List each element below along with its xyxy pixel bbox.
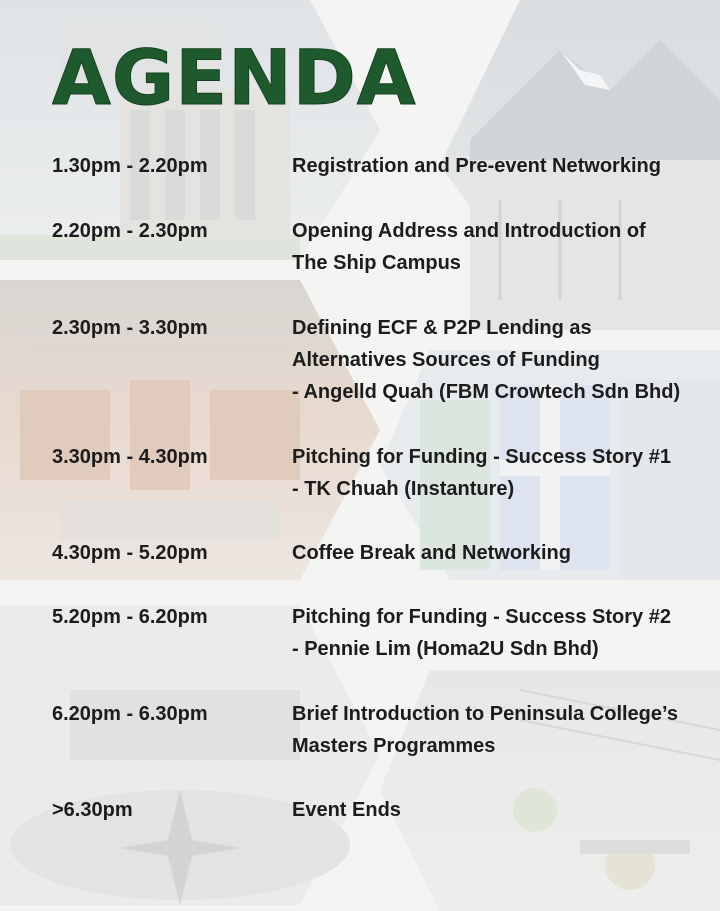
agenda-time: 6.20pm - 6.30pm: [52, 703, 208, 725]
agenda-description-line: Alternatives Sources of Funding: [292, 349, 600, 371]
agenda-description: [292, 215, 712, 279]
agenda-time: 1.30pm - 2.20pm: [52, 155, 208, 177]
agenda-description: [292, 537, 712, 569]
agenda-description-line: - Angelld Quah (FBM Crowtech Sdn Bhd): [292, 381, 681, 403]
agenda-description-line: Brief Introduction to Peninsula College’s: [292, 703, 678, 725]
agenda-time: 5.20pm - 6.20pm: [52, 606, 208, 628]
agenda-description-line: Event Ends: [292, 799, 401, 821]
page-title: AGENDA: [52, 33, 417, 122]
agenda-description: [292, 441, 712, 505]
agenda-time: 2.20pm - 2.30pm: [52, 220, 208, 242]
agenda-description-line: Pitching for Funding - Success Story #1: [292, 446, 671, 468]
agenda-description: [292, 150, 712, 182]
agenda-description: [292, 794, 712, 826]
agenda-description-line: Coffee Break and Networking: [292, 542, 571, 564]
agenda-description: [292, 601, 712, 665]
agenda-time: 3.30pm - 4.30pm: [52, 446, 208, 468]
agenda-description-line: Registration and Pre-event Networking: [292, 155, 661, 177]
agenda-description-line: - TK Chuah (Instanture): [292, 478, 515, 500]
agenda-time: >6.30pm: [52, 799, 133, 821]
agenda-time: 2.30pm - 3.30pm: [52, 317, 208, 339]
agenda-description-line: Defining ECF & P2P Lending as: [292, 317, 592, 339]
agenda-description-line: Pitching for Funding - Success Story #2: [292, 606, 671, 628]
agenda-description-line: Opening Address and Introduction of: [292, 220, 646, 242]
agenda-description-line: The Ship Campus: [292, 252, 461, 274]
agenda-time: 4.30pm - 5.20pm: [52, 542, 208, 564]
agenda-description: [292, 312, 712, 408]
agenda-description-line: Masters Programmes: [292, 735, 496, 757]
agenda-description: [292, 698, 712, 762]
agenda-description-line: - Pennie Lim (Homa2U Sdn Bhd): [292, 638, 599, 660]
